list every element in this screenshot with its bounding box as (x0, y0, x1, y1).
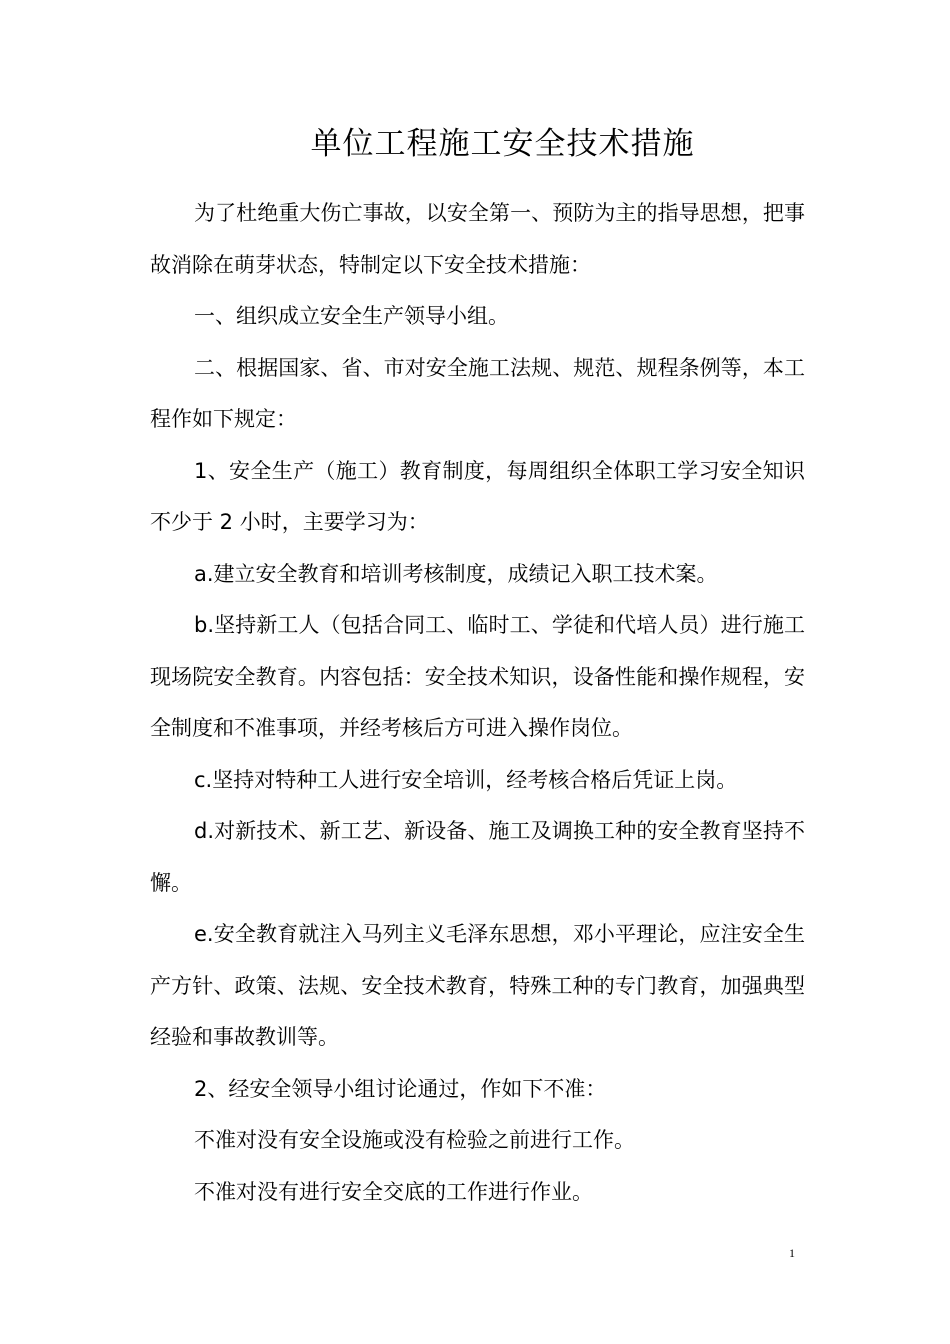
paragraph-item-e: e.安全教育就注入马列主义毛泽东思想，邓小平理论，应注安全生产方针、政策、法规、安全技术教育，特殊工种的专门教育，加强典型经验和事故教训等。 (150, 922, 805, 1049)
paragraph-item-a: a.建立安全教育和培训考核制度，成绩记入职工技术案。 (194, 561, 718, 586)
page-number: 1 (789, 1246, 795, 1260)
paragraph-section-2: 二、根据国家、省、市对安全施工法规、规范、规程条例等，本工程作如下规定： (150, 355, 805, 431)
paragraph-rule-1: 不准对没有安全设施或没有检验之前进行工作。 (194, 1128, 635, 1152)
paragraph-section-1: 一、组织成立安全生产领导小组。 (194, 304, 509, 328)
paragraph-item-b: b.坚持新工人（包括合同工、临时工、学徒和代培人员）进行施工现场院安全教育。内容包括：安全技术知识，设备性能和操作规程，安全制度和不准事项，并经考核后方可进入操作岗位。 (150, 613, 805, 740)
paragraph-intro: 为了杜绝重大伤亡事故，以安全第一、预防为主的指导思想，把事故消除在萌芽状态，特制定以下安全技术措施： (150, 201, 805, 277)
document-body (150, 188, 805, 1218)
document-title: 单位工程施工安全技术措施 (310, 126, 695, 162)
paragraph-rule-2: 不准对没有进行安全交底的工作进行作业。 (194, 1179, 593, 1204)
paragraph-item-c: c.坚持对特种工人进行安全培训，经考核合格后凭证上岗。 (194, 767, 738, 792)
paragraph-item-1: 1、安全生产（施工）教育制度，每周组织全体职工学习安全知识不少于 2 小时，主要学习为： (150, 458, 805, 534)
paragraph-item-d: d.对新技术、新工艺、新设备、施工及调换工种的安全教育坚持不懈。 (150, 819, 805, 895)
paragraph-item-2: 2、经安全领导小组讨论通过，作如下不准： (194, 1076, 607, 1101)
